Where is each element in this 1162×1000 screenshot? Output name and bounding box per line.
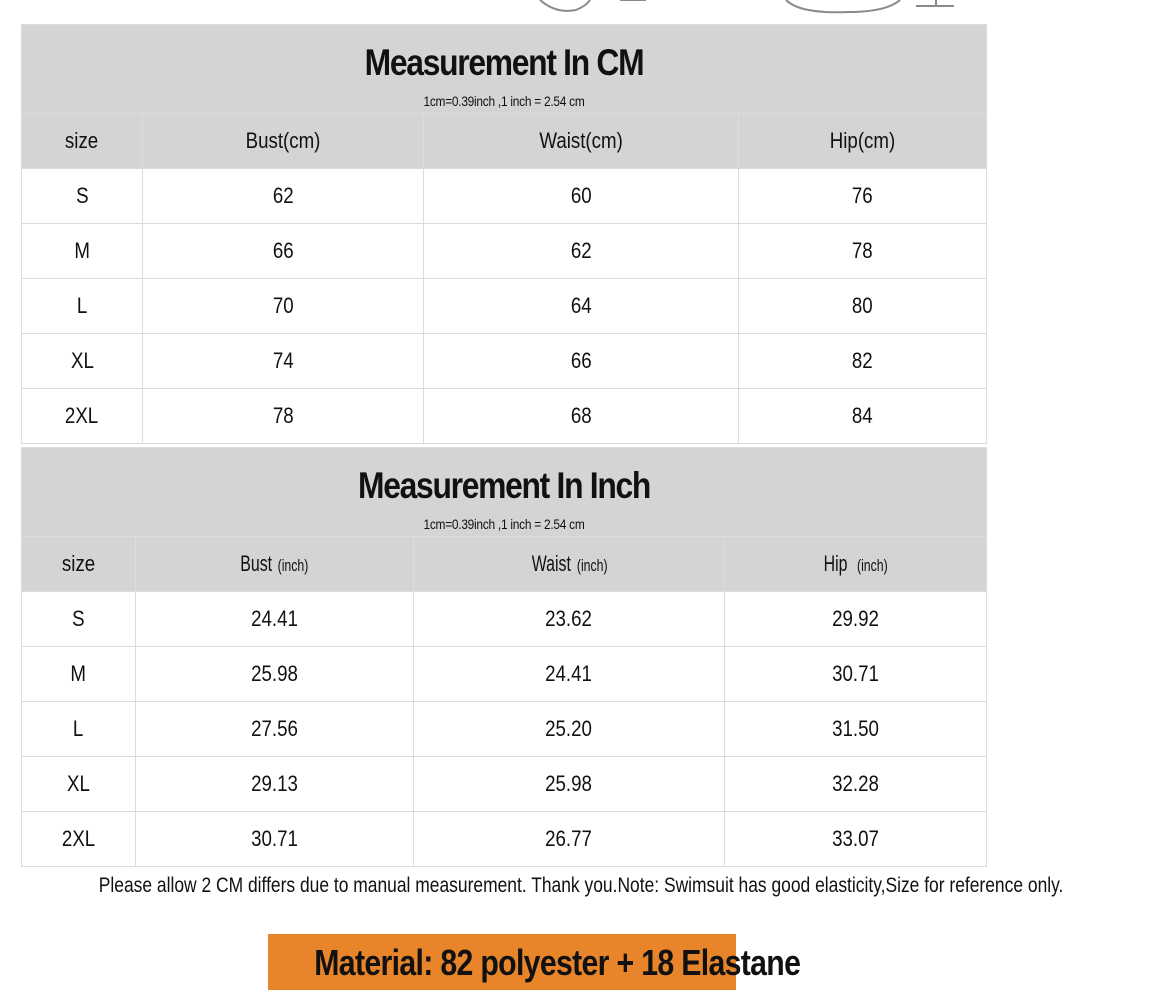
cell-bust: 78 [143,389,424,444]
column-header-waist: Waist (inch) [414,537,725,592]
cell-waist: 23.62 [414,592,725,647]
table-row [22,647,987,702]
cell-size: L [22,702,136,757]
cell-size: XL [22,334,143,389]
cell-size: S [22,592,136,647]
column-header-bust: Bust (inch) [136,537,414,592]
cell-waist: 60 [424,169,739,224]
table-row [22,169,987,224]
cell-size: 2XL [22,389,143,444]
table-row [22,224,987,279]
cell-bust: 30.71 [136,812,414,867]
cell-bust: 74 [143,334,424,389]
table-row [22,702,987,757]
cell-waist: 66 [424,334,739,389]
cell-waist: 25.20 [414,702,725,757]
cell-hip: 30.71 [725,647,987,702]
inch-title-row [22,448,987,537]
cell-waist: 64 [424,279,739,334]
cell-size: S [22,169,143,224]
column-header-size: size [22,114,143,169]
cell-hip: 84 [739,389,987,444]
cell-hip: 78 [739,224,987,279]
cell-hip: 29.92 [725,592,987,647]
cm-title-row [22,25,987,114]
column-header-bust: Bust(cm) [143,114,424,169]
table-row [22,592,987,647]
cm-table-title: Measurement In CM [364,42,644,83]
cell-waist: 62 [424,224,739,279]
inch-table-title: Measurement In Inch [358,465,651,506]
cell-hip: 82 [739,334,987,389]
cell-waist: 25.98 [414,757,725,812]
garment-illustration-fragment [0,0,1000,24]
cell-bust: 27.56 [136,702,414,757]
cell-bust: 29.13 [136,757,414,812]
measurement-disclaimer: Please allow 2 CM differs due to manual measurement. Thank you.Note: Swimsuit has good elasticity,Size for reference only. [98,874,1064,897]
cell-size: XL [22,757,136,812]
cell-hip: 80 [739,279,987,334]
cm-conversion-note: 1cm=0.39inch ,1 inch = 2.54 cm [423,93,585,109]
cell-size: L [22,279,143,334]
cell-size: M [22,224,143,279]
cell-size: 2XL [22,812,136,867]
column-header-hip: Hip (inch) [725,537,987,592]
column-header-size: size [22,537,136,592]
cell-hip: 76 [739,169,987,224]
cell-hip: 33.07 [725,812,987,867]
cell-bust: 66 [143,224,424,279]
cell-waist: 24.41 [414,647,725,702]
table-row [22,389,987,444]
cell-waist: 26.77 [414,812,725,867]
cell-waist: 68 [424,389,739,444]
cell-bust: 62 [143,169,424,224]
cell-size: M [22,647,136,702]
inch-conversion-note: 1cm=0.39inch ,1 inch = 2.54 cm [423,516,585,532]
column-header-waist: Waist(cm) [424,114,739,169]
cell-bust: 70 [143,279,424,334]
column-header-hip: Hip(cm) [739,114,987,169]
table-row [22,279,987,334]
size-chart-cm [21,24,987,444]
cell-bust: 24.41 [136,592,414,647]
table-row [22,334,987,389]
inch-header-row [22,537,987,592]
cell-hip: 31.50 [725,702,987,757]
material-banner: Material: 82 polyester + 18 Elastane [268,934,736,990]
size-chart-inch [21,447,987,867]
table-row [22,812,987,867]
cell-bust: 25.98 [136,647,414,702]
table-row [22,757,987,812]
cell-hip: 32.28 [725,757,987,812]
cm-header-row [22,114,987,169]
